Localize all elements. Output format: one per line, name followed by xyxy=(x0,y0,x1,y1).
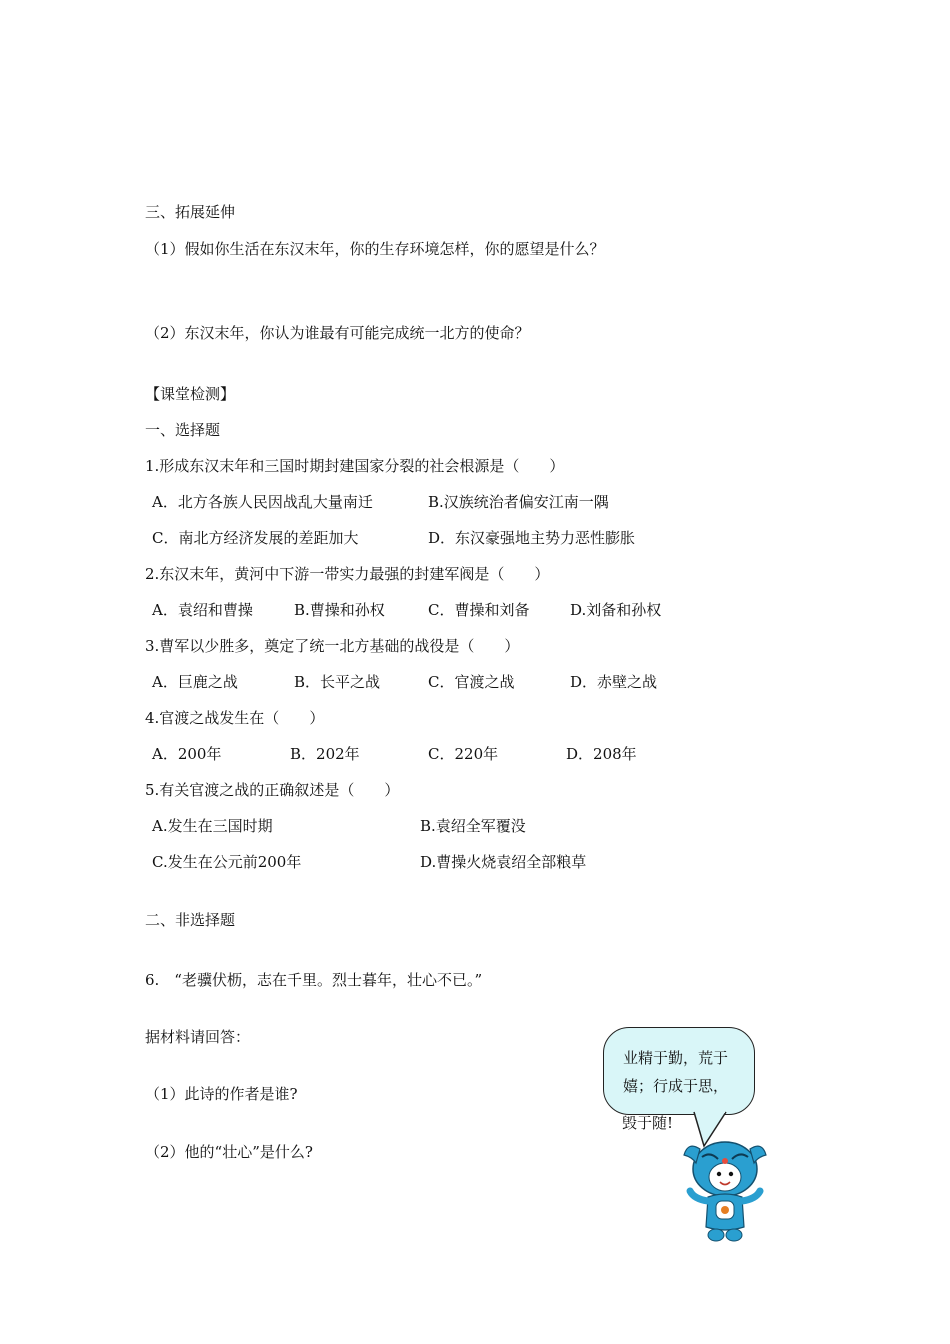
option-1a: A．北方各族人民因战乱大量南迁 xyxy=(152,493,373,511)
section3-question-1: （1）假如你生活在东汉末年，你的生存环境怎样，你的愿望是什么？ xyxy=(145,240,605,258)
option-3a: A．巨鹿之战 xyxy=(152,673,238,691)
bubble-line-2: 嬉；行成于思， xyxy=(623,1077,729,1095)
part1-title: 一、选择题 xyxy=(145,421,221,439)
option-2c: C．曹操和刘备 xyxy=(428,601,530,619)
speech-bubble xyxy=(603,1027,755,1115)
bubble-line-1: 业精于勤，荒于 xyxy=(623,1049,729,1067)
option-3b: B．长平之战 xyxy=(294,673,381,691)
option-5c: C.发生在公元前200年 xyxy=(152,853,302,871)
option-4c: C．220年 xyxy=(428,745,499,763)
test-header: 【课堂检测】 xyxy=(145,385,236,403)
material-prompt: 据材料请回答： xyxy=(145,1028,251,1046)
question-stem-5: 5.有关官渡之战的正确叙述是（ ） xyxy=(145,781,400,799)
question-6-2: （2）他的“壮心”是什么? xyxy=(145,1143,313,1161)
option-1b: B.汉族统治者偏安江南一隅 xyxy=(428,493,609,511)
option-1d: D．东汉豪强地主势力恶性膨胀 xyxy=(428,529,636,547)
question-stem-4: 4.官渡之战发生在（ ） xyxy=(145,709,325,727)
option-4b: B．202年 xyxy=(290,745,360,763)
option-5d: D.曹操火烧袁绍全部粮草 xyxy=(420,853,587,871)
bubble-line-3: 毁于随! xyxy=(622,1114,674,1132)
question-6-1: （1）此诗的作者是谁? xyxy=(145,1085,298,1103)
question-stem-3: 3.曹军以少胜多，奠定了统一北方基础的战役是（ ） xyxy=(145,637,520,655)
option-4d: D．208年 xyxy=(566,745,637,763)
option-5b: B.袁绍全军覆没 xyxy=(420,817,526,835)
option-2b: B.曹操和孙权 xyxy=(294,601,385,619)
option-5a: A.发生在三国时期 xyxy=(152,817,273,835)
question-stem-1: 1.形成东汉末年和三国时期封建国家分裂的社会根源是（ ） xyxy=(145,457,565,475)
option-3d: D．赤壁之战 xyxy=(570,673,658,691)
option-2d: D.刘备和孙权 xyxy=(570,601,662,619)
question-6: 6. “老骥伏枥，志在千里。烈士暮年，壮心不已。” xyxy=(145,971,483,989)
option-4a: A．200年 xyxy=(152,745,222,763)
option-1c: C．南北方经济发展的差距加大 xyxy=(152,529,359,547)
section3-title: 三、拓展延伸 xyxy=(145,203,236,221)
option-2a: A．袁绍和曹操 xyxy=(152,601,253,619)
section3-question-2: （2）东汉末年，你认为谁最有可能完成统一北方的使命？ xyxy=(145,324,530,342)
option-3c: C．官渡之战 xyxy=(428,673,515,691)
part2-title: 二、非选择题 xyxy=(145,911,236,929)
mascot-icon xyxy=(680,1135,770,1245)
question-stem-2: 2.东汉末年，黄河中下游一带实力最强的封建军阀是（ ） xyxy=(145,565,550,583)
